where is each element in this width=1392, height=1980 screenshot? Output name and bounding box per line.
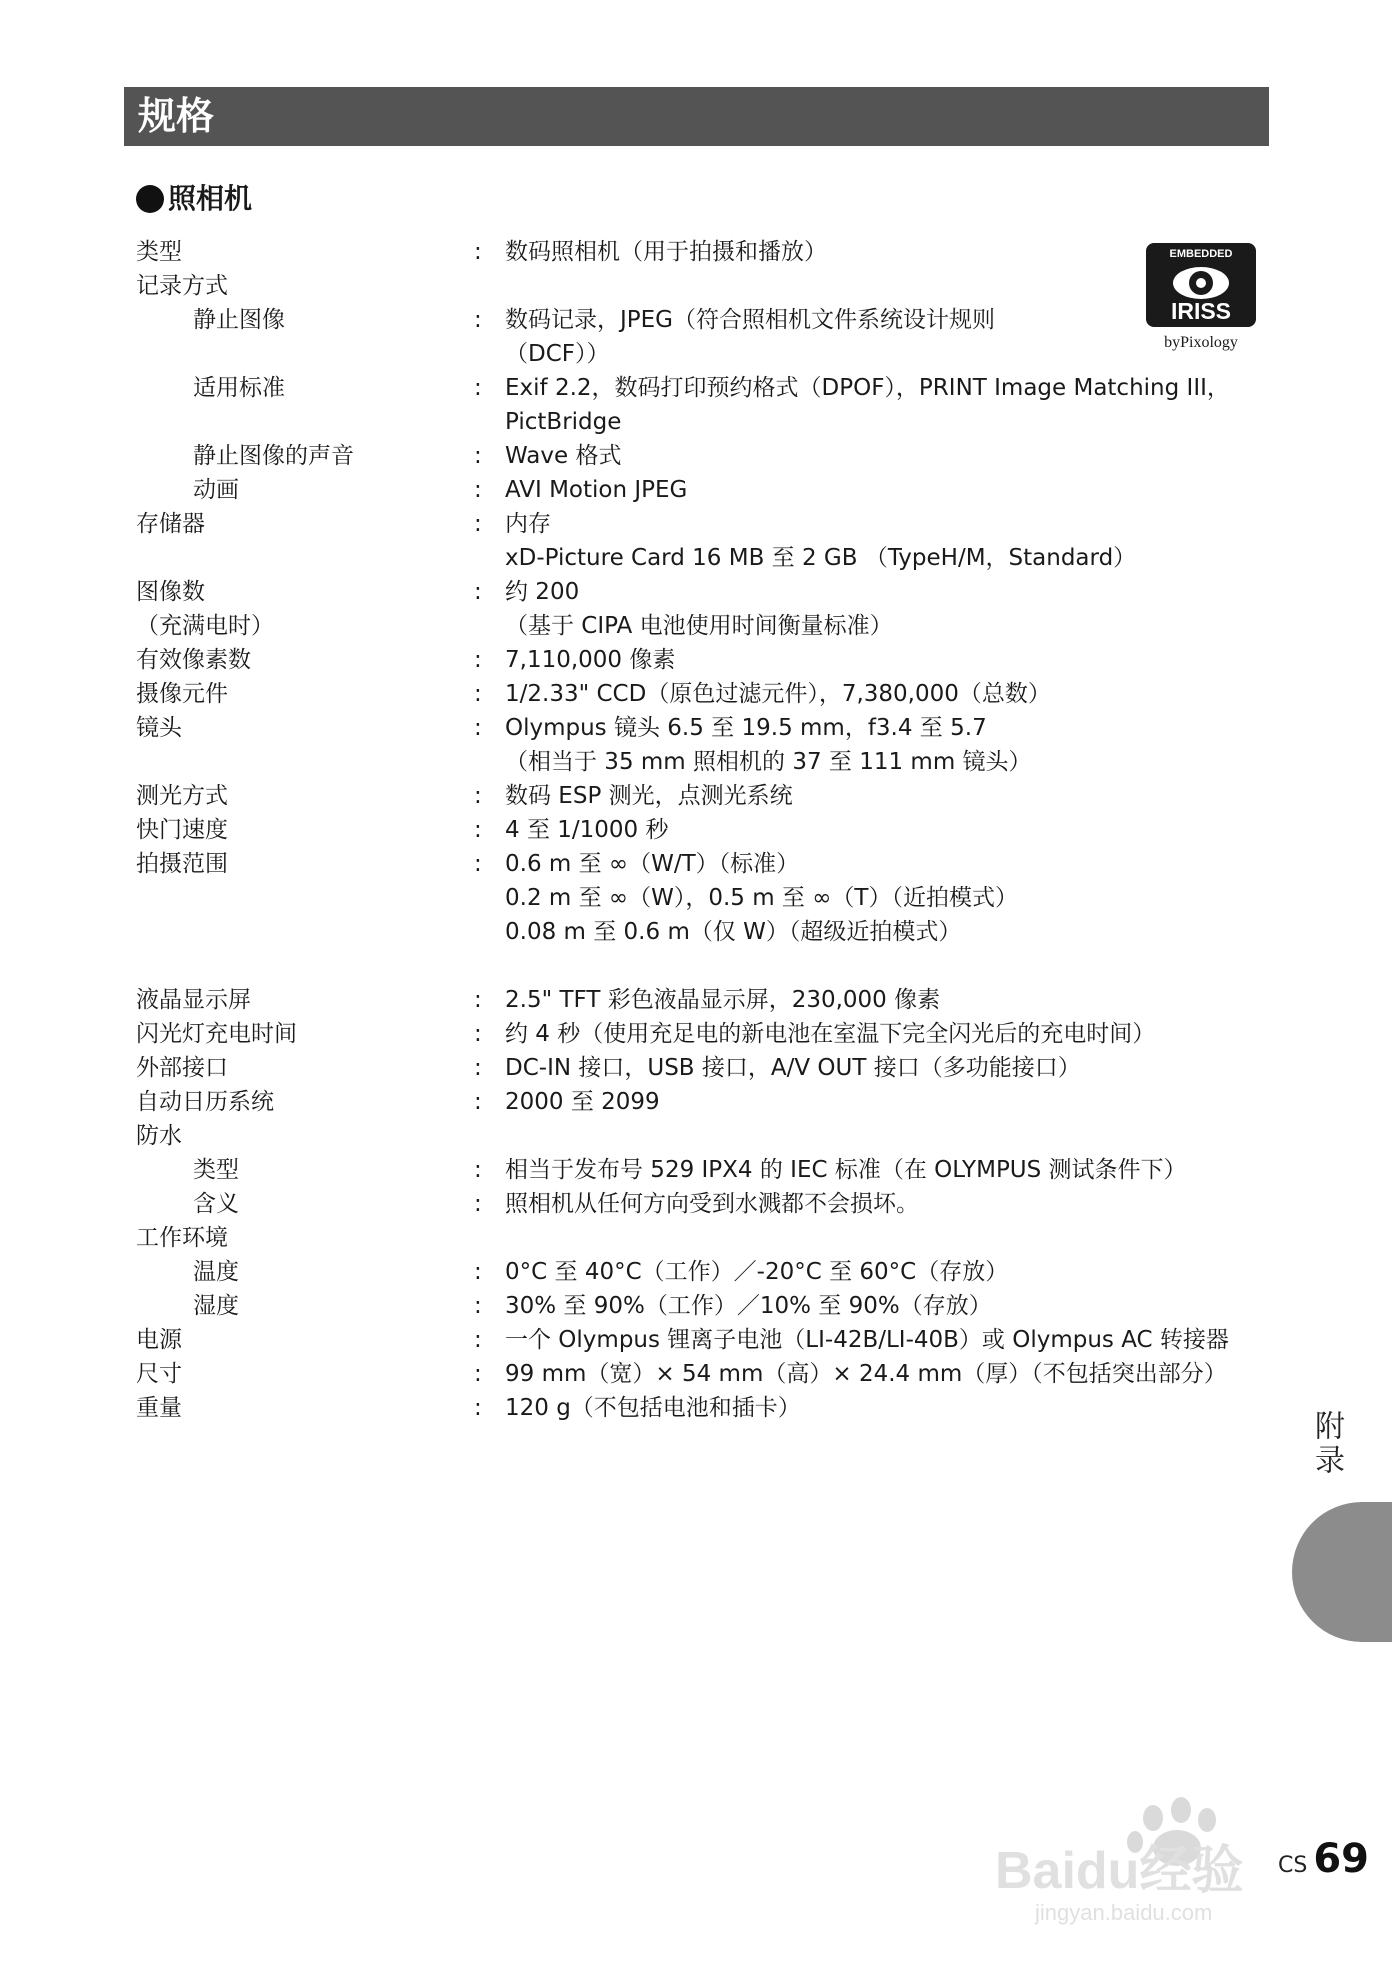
- spec-value: [505, 711, 1272, 779]
- spec-value: [505, 575, 1272, 609]
- spec-colon: :: [474, 1089, 482, 1115]
- spec-colon: :: [474, 783, 482, 809]
- spec-row: [136, 643, 1272, 677]
- spec-value-line: AVI Motion JPEG: [505, 477, 688, 503]
- spec-label: 记录方式: [136, 273, 228, 299]
- spec-label: 类型: [193, 1157, 239, 1183]
- spec-colon: :: [474, 647, 482, 673]
- spec-value-line: DC-IN 接口，USB 接口，A/V OUT 接口（多功能接口）: [505, 1055, 1081, 1081]
- spec-label: 温度: [193, 1259, 239, 1285]
- spec-row: [136, 507, 1272, 575]
- spec-value-line: Olympus 镜头 6.5 至 19.5 mm，f3.4 至 5.7: [505, 715, 987, 741]
- spec-value: [505, 643, 1272, 677]
- spec-colon: :: [474, 1293, 482, 1319]
- spec-value-line: xD-Picture Card 16 MB 至 2 GB （TypeH/M，Standard）: [505, 545, 1137, 571]
- spec-row: [136, 1391, 1272, 1425]
- spec-value-line: 2000 至 2099: [505, 1089, 660, 1115]
- spec-row: [136, 1357, 1272, 1391]
- spec-label: 类型: [136, 239, 182, 265]
- spec-row: [136, 1221, 1272, 1255]
- spec-label: 电源: [136, 1327, 182, 1353]
- spec-value-line: 2.5" TFT 彩色液晶显示屏，230,000 像素: [505, 987, 941, 1013]
- spec-colon: :: [474, 1361, 482, 1387]
- spec-label: 镜头: [136, 715, 182, 741]
- spec-row: [136, 371, 1272, 439]
- spec-row: [136, 1017, 1272, 1051]
- spec-label: 图像数: [136, 579, 205, 605]
- spec-value: [505, 1017, 1272, 1051]
- section-title: 照相机: [168, 182, 253, 215]
- page-number: 69: [1313, 1836, 1369, 1882]
- spec-value: [505, 1153, 1272, 1187]
- spec-value: [505, 1289, 1272, 1323]
- spec-value-line: Exif 2.2，数码打印预约格式（DPOF），PRINT Image Matching III，: [505, 375, 1230, 401]
- spec-colon: :: [474, 1157, 482, 1183]
- spec-value: [505, 983, 1272, 1017]
- spec-label: 液晶显示屏: [136, 987, 251, 1013]
- spec-colon: :: [474, 307, 482, 333]
- spec-colon: :: [474, 1021, 482, 1047]
- spec-label: 静止图像的声音: [193, 443, 354, 469]
- spec-label: 工作环境: [136, 1225, 228, 1251]
- spec-value: [505, 1357, 1272, 1391]
- side-tab-marker: [1292, 1502, 1392, 1642]
- watermark-url-text: jingyan.baidu.com: [1035, 1900, 1213, 1925]
- spec-value-line: 0.6 m 至 ∞（W/T）（标准）: [505, 851, 800, 877]
- spec-value: [505, 1085, 1272, 1119]
- spec-value-line: 数码记录，JPEG（符合照相机文件系统设计规则: [505, 307, 996, 333]
- bullet-icon: [136, 185, 164, 213]
- spec-label: 尺寸: [136, 1361, 182, 1387]
- spec-value: [505, 1391, 1272, 1425]
- spec-colon: :: [474, 511, 482, 537]
- spec-label: 重量: [136, 1395, 182, 1421]
- spec-row: [136, 609, 1272, 643]
- spec-label: 有效像素数: [136, 647, 251, 673]
- spec-value-line: 数码照相机（用于拍摄和播放）: [505, 239, 827, 265]
- spec-label: 含义: [193, 1191, 239, 1217]
- spec-value: [505, 439, 1272, 473]
- spec-colon: :: [474, 1259, 482, 1285]
- spec-label: 闪光灯充电时间: [136, 1021, 297, 1047]
- spec-row: [136, 235, 1272, 269]
- spec-value: [505, 1119, 1272, 1153]
- spec-label: 测光方式: [136, 783, 228, 809]
- spec-value-line: 数码 ESP 测光，点测光系统: [505, 783, 793, 809]
- spec-value: [505, 779, 1272, 813]
- spec-value-line: （相当于 35 mm 照相机的 37 至 111 mm 镜头）: [505, 749, 1032, 775]
- spec-row: [136, 1323, 1272, 1357]
- spec-row: [136, 1153, 1272, 1187]
- spec-label: （充满电时）: [136, 613, 274, 639]
- spec-value: [505, 507, 1272, 575]
- spec-row: [136, 575, 1272, 609]
- spec-colon: :: [474, 239, 482, 265]
- spec-value-line: 约 4 秒（使用充足电的新电池在室温下完全闪光后的充电时间）: [505, 1021, 1156, 1047]
- spec-label: 自动日历系统: [136, 1089, 274, 1115]
- spec-label: 快门速度: [136, 817, 228, 843]
- spec-value-line: 0°C 至 40°C（工作）／-20°C 至 60°C（存放）: [505, 1259, 1009, 1285]
- spec-colon: :: [474, 1395, 482, 1421]
- spec-value-line: Wave 格式: [505, 443, 622, 469]
- spec-row: [136, 1255, 1272, 1289]
- spec-value-line: 约 200: [505, 579, 580, 605]
- spec-value-line: 相当于发布号 529 IPX4 的 IEC 标准（在 OLYMPUS 测试条件下）: [505, 1157, 1187, 1183]
- logo-top-text: EMBEDDED: [1169, 248, 1233, 260]
- spec-colon: :: [474, 1191, 482, 1217]
- spec-value-line: 一个 Olympus 锂离子电池（LI-42B/LI-40B）或 Olympus AC 转接器: [505, 1327, 1229, 1353]
- spec-value: [505, 609, 1272, 643]
- spec-colon: :: [474, 817, 482, 843]
- spec-colon: :: [474, 1055, 482, 1081]
- spec-label: 摄像元件: [136, 681, 228, 707]
- spec-value-line: （基于 CIPA 电池使用时间衡量标准）: [505, 613, 893, 639]
- spec-row: [136, 779, 1272, 813]
- logo-sub-text: byPixology: [1164, 334, 1238, 351]
- spec-value-line: 120 g（不包括电池和插卡）: [505, 1395, 801, 1421]
- section-heading: [136, 179, 252, 219]
- spec-value-line: 99 mm（宽）× 54 mm（高）× 24.4 mm（厚）（不包括突出部分）: [505, 1361, 1227, 1387]
- spec-value-line: 1/2.33" CCD（原色过滤元件），7,380,000（总数）: [505, 681, 1051, 707]
- spec-value-line: 4 至 1/1000 秒: [505, 817, 669, 843]
- spec-value: [505, 1221, 1272, 1255]
- page-title: 规格: [138, 94, 215, 138]
- spec-row: [136, 1187, 1272, 1221]
- spec-label: 静止图像: [193, 307, 285, 333]
- spec-list: [136, 235, 1272, 1425]
- spec-value: [505, 1323, 1272, 1357]
- spec-row: [136, 439, 1272, 473]
- spec-row: [136, 1085, 1272, 1119]
- page-footer: [1278, 1836, 1369, 1882]
- spec-value-line: 30% 至 90%（工作）／10% 至 90%（存放）: [505, 1293, 992, 1319]
- spec-label: 拍摄范围: [136, 851, 228, 877]
- spec-row: [136, 711, 1272, 779]
- spec-colon: :: [474, 715, 482, 741]
- page-language-code: CS: [1278, 1853, 1308, 1878]
- spec-value: [505, 371, 1272, 439]
- spec-colon: :: [474, 443, 482, 469]
- spec-row: [136, 473, 1272, 507]
- spec-value-line: 内存: [505, 511, 551, 537]
- page-title-bar: [124, 87, 1269, 146]
- spec-row: [136, 303, 1272, 371]
- spec-row: [136, 1289, 1272, 1323]
- spec-colon: :: [474, 375, 482, 401]
- spec-label: 动画: [193, 477, 239, 503]
- logo-main-text: IRISS: [1170, 298, 1232, 324]
- iriss-logo: [1146, 243, 1256, 361]
- spec-label: 外部接口: [136, 1055, 228, 1081]
- spec-label: 适用标准: [193, 375, 285, 401]
- spec-value: [505, 1255, 1272, 1289]
- spec-label: 存储器: [136, 511, 205, 537]
- spec-row: [136, 1051, 1272, 1085]
- side-tab-label: 附录: [1309, 1410, 1344, 1478]
- spec-value: [505, 473, 1272, 507]
- spec-label: 湿度: [193, 1293, 239, 1319]
- spec-value: [505, 1187, 1272, 1221]
- spec-value-line: 照相机从任何方向受到水溅都不会损坏。: [505, 1191, 919, 1217]
- spec-row: [136, 983, 1272, 1017]
- spec-value-line: 0.2 m 至 ∞（W），0.5 m 至 ∞（T）（近拍模式）: [505, 885, 1018, 911]
- spec-colon: :: [474, 681, 482, 707]
- spec-colon: :: [474, 851, 482, 877]
- watermark-brand-text: Baidu经验: [995, 1842, 1244, 1900]
- spec-label: 防水: [136, 1123, 182, 1149]
- spec-row: [136, 847, 1272, 949]
- spec-colon: :: [474, 477, 482, 503]
- spec-value-line: （DCF））: [505, 341, 610, 367]
- spec-colon: :: [474, 1327, 482, 1353]
- spec-colon: :: [474, 579, 482, 605]
- spec-row: [136, 813, 1272, 847]
- spec-colon: :: [474, 987, 482, 1013]
- spec-row: [136, 269, 1272, 303]
- spec-row: [136, 1119, 1272, 1153]
- baidu-watermark: [985, 1770, 1308, 1930]
- spec-value: [505, 813, 1272, 847]
- spec-value-line: 7,110,000 像素: [505, 647, 676, 673]
- spec-value: [505, 847, 1272, 949]
- spec-value: [505, 1051, 1272, 1085]
- spec-value-line: 0.08 m 至 0.6 m（仅 W）（超级近拍模式）: [505, 919, 962, 945]
- spec-row: [136, 677, 1272, 711]
- spec-value-line: PictBridge: [505, 409, 622, 435]
- spec-value: [505, 677, 1272, 711]
